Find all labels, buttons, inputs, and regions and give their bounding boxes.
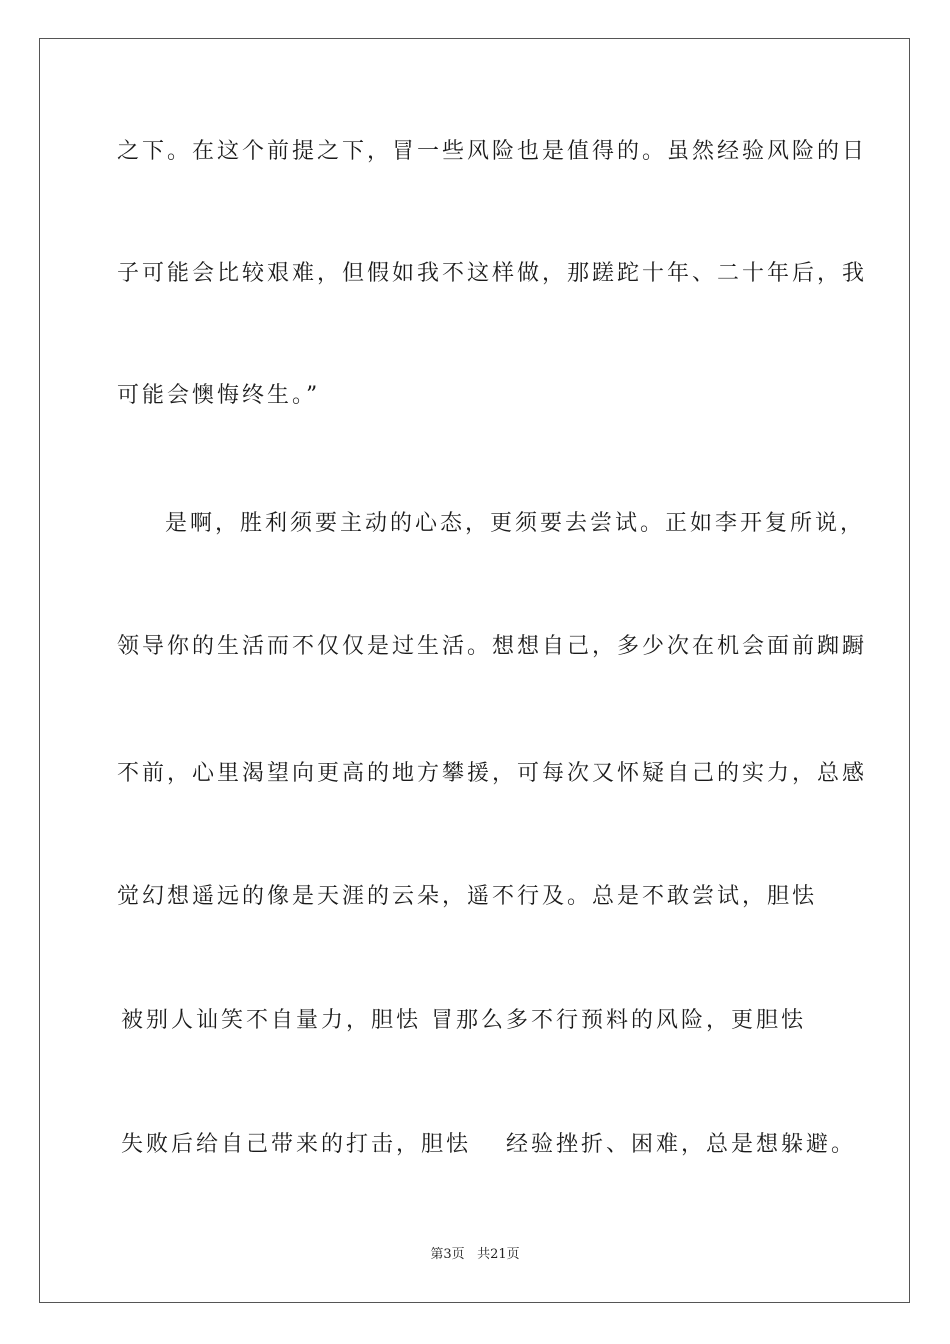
text-line-4: 是啊，胜利须要主动的心态，更须要去尝试。正如李开复所说， <box>165 511 866 536</box>
page-footer <box>0 1243 950 1262</box>
text-line-3: 可能会懊悔终生。” <box>117 383 321 408</box>
text-line-6: 不前，心里渴望向更高的地方攀援，可每次又怀疑自己的实力，总感 <box>117 761 868 786</box>
text-line-9: 失败后给自己带来的打击，胆怯 经验挫折、困难，总是想躲避。 <box>121 1132 856 1157</box>
text-line-5: 领导你的生活而不仅仅是过生活。想想自己，多少次在机会面前踟蹰 <box>117 634 868 659</box>
page-total: 共21页 <box>477 1247 520 1262</box>
text-line-8: 被别人讪笑不自量力，胆怯 冒那么多不行预料的风险，更胆怯 <box>121 1008 806 1033</box>
page-frame <box>39 38 910 1303</box>
text-line-7: 觉幻想遥远的像是天涯的云朵，遥不行及。总是不敢尝试，胆怯 <box>117 884 818 909</box>
page-number: 第3页 <box>430 1247 465 1262</box>
text-line-1: 之下。在这个前提之下，冒一些风险也是值得的。虽然经验风险的日 <box>117 139 868 164</box>
text-line-2: 子可能会比较艰难，但假如我不这样做，那蹉跎十年、二十年后，我 <box>117 261 868 286</box>
